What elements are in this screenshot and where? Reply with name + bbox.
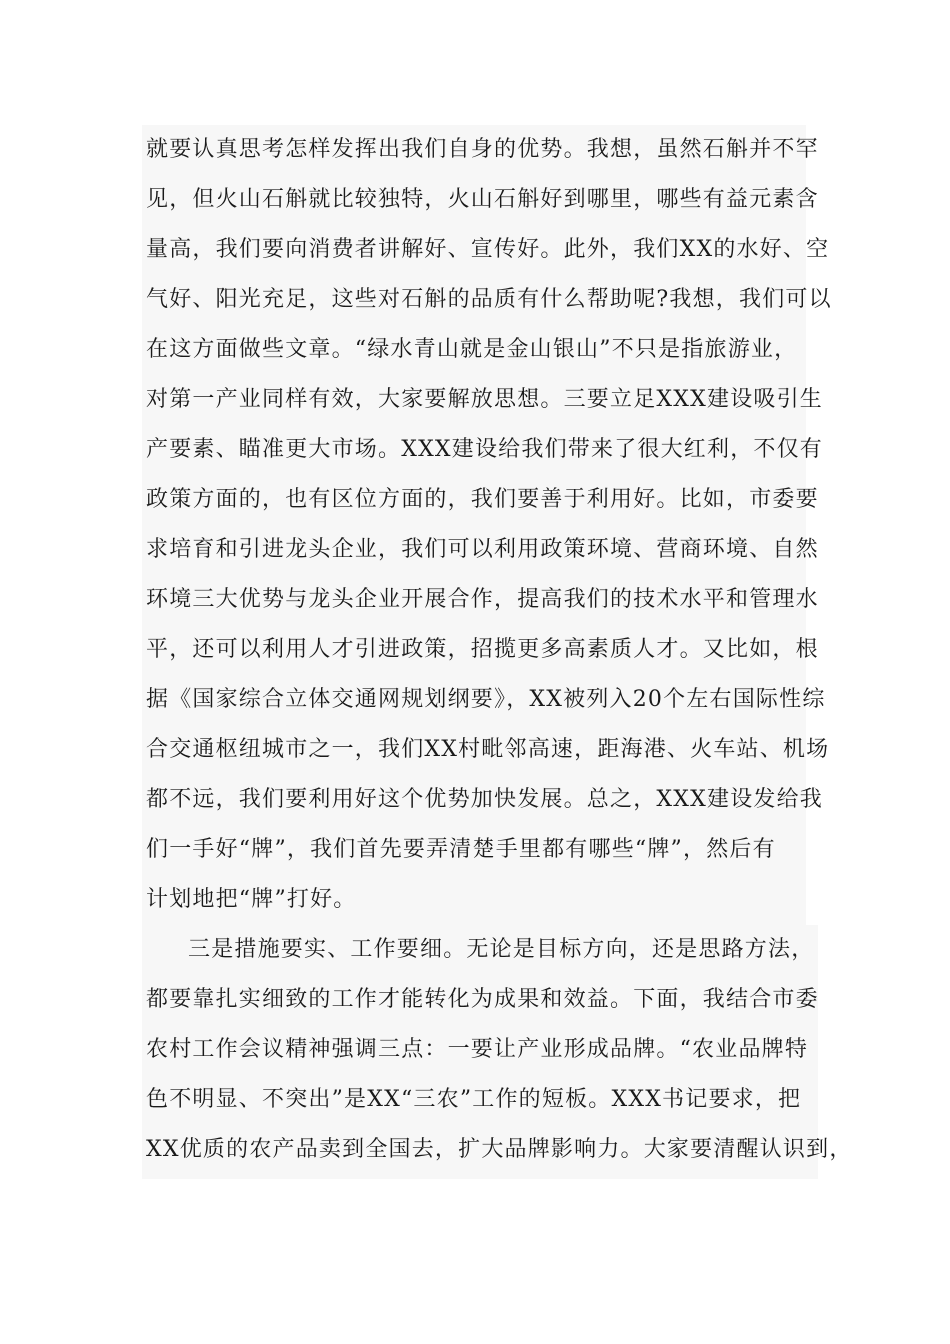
text-line: 对第一产业同样有效，大家要解放思想。三要立足XXX建设吸引生 bbox=[146, 387, 823, 412]
text-line: 农村工作会议精神强调三点：一要让产业形成品牌。“农业品牌特 bbox=[146, 1037, 809, 1062]
text-line: 都不远，我们要利用好这个优势加快发展。总之，XXX建设发给我 bbox=[146, 787, 823, 812]
text-line: XX优质的农产品卖到全国去，扩大品牌影响力。大家要清醒认识到， bbox=[146, 1137, 853, 1162]
text-line: 合交通枢纽城市之一，我们XX村毗邻高速，距海港、火车站、机场 bbox=[146, 737, 830, 762]
text-line: 环境三大优势与龙头企业开展合作，提高我们的技术水平和管理水 bbox=[146, 587, 819, 612]
text-line: 平，还可以利用人才引进政策，招揽更多高素质人才。又比如，根 bbox=[146, 637, 819, 662]
text-line: 色不明显、不突出”是XX“三农”工作的短板。XXX书记要求，把 bbox=[146, 1087, 802, 1112]
text-line: 量高，我们要向消费者讲解好、宣传好。此外，我们XX的水好、空 bbox=[146, 237, 830, 262]
text-line: 据《国家综合立体交通网规划纲要》，XX被列入20个左右国际性综 bbox=[146, 687, 826, 712]
text-line: 三是措施要实、工作要细。无论是目标方向，还是思路方法， bbox=[188, 937, 815, 962]
text-line: 都要靠扎实细致的工作才能转化为成果和效益。下面，我结合市委 bbox=[146, 987, 819, 1012]
text-line: 产要素、瞄准更大市场。XXX建设给我们带来了很大红利，不仅有 bbox=[146, 437, 823, 462]
paragraph-measures bbox=[142, 925, 853, 1179]
text-line: 就要认真思考怎样发挥出我们自身的优势。我想，虽然石斛并不罕 bbox=[146, 137, 819, 162]
text-line: 见，但火山石斛就比较独特，火山石斛好到哪里，哪些有益元素含 bbox=[146, 187, 819, 212]
text-line: 计划地把“牌”打好。 bbox=[146, 887, 357, 912]
paragraph-continuation bbox=[142, 125, 832, 925]
text-line: 们一手好“牌”，我们首先要弄清楚手里都有哪些“牌”，然后有 bbox=[146, 837, 776, 862]
text-line: 在这方面做些文章。“绿水青山就是金山银山”不只是指旅游业， bbox=[146, 337, 798, 362]
text-line: 政策方面的，也有区位方面的，我们要善于利用好。比如，市委要 bbox=[146, 487, 819, 512]
text-line: 气好、阳光充足，这些对石斛的品质有什么帮助呢?我想，我们可以 bbox=[146, 287, 832, 312]
text-line: 求培育和引进龙头企业，我们可以利用政策环境、营商环境、自然 bbox=[146, 537, 819, 562]
